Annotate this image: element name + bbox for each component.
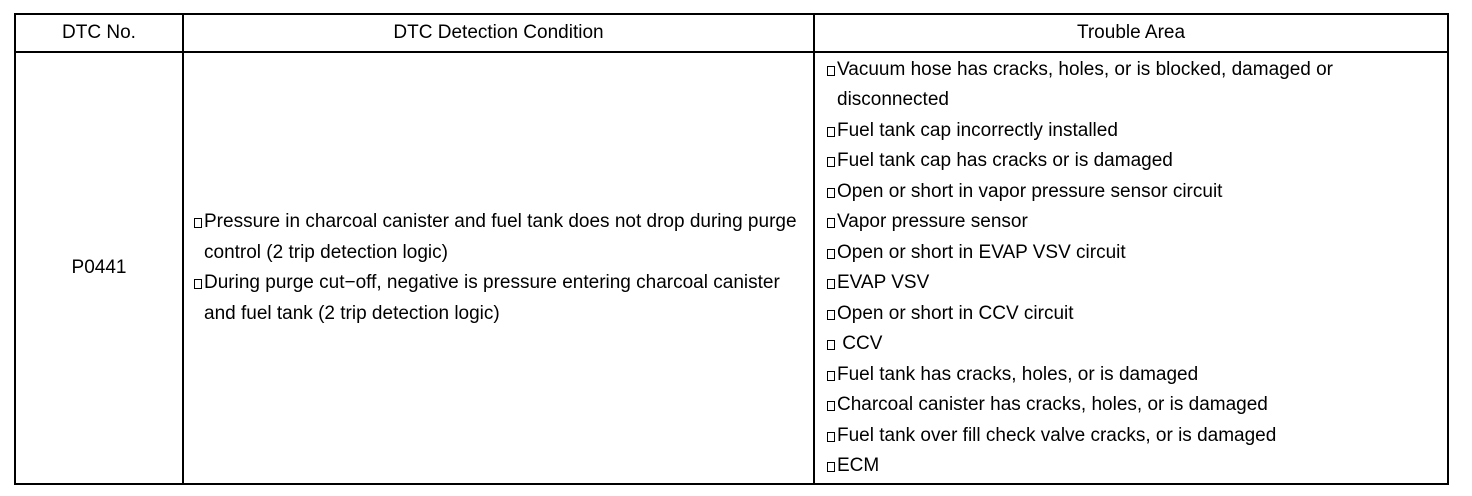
trouble-area-text: CCV <box>837 333 883 354</box>
list-item <box>827 177 1437 208</box>
trouble-area-text: EVAP VSV <box>837 272 930 293</box>
checkbox-bullet-icon <box>827 249 835 259</box>
checkbox-bullet-icon <box>827 310 835 320</box>
trouble-area-text: Vapor pressure sensor <box>837 211 1028 232</box>
trouble-area-text: Vacuum hose has cracks, holes, or is blocked, damaged or disconnected <box>837 58 1334 110</box>
trouble-area-text: ECM <box>837 455 880 476</box>
list-item <box>827 268 1437 299</box>
detection-condition-cell <box>183 52 814 484</box>
list-item <box>827 451 1437 482</box>
list-item <box>827 421 1437 452</box>
checkbox-bullet-icon <box>827 218 835 228</box>
trouble-area-text: Fuel tank has cracks, holes, or is damaged <box>837 363 1199 385</box>
table-row <box>15 52 1448 484</box>
trouble-area-text: Open or short in EVAP VSV circuit <box>837 241 1126 263</box>
trouble-area-cell <box>814 52 1448 484</box>
checkbox-bullet-icon <box>827 340 835 350</box>
header-row <box>15 14 1448 52</box>
checkbox-bullet-icon <box>827 462 835 472</box>
list-item <box>194 268 803 329</box>
header-dtc-no: DTC No. <box>15 14 183 52</box>
trouble-area-text: Open or short in CCV circuit <box>837 302 1074 324</box>
checkbox-bullet-icon <box>827 371 835 381</box>
list-item <box>827 116 1437 147</box>
trouble-area-text: Open or short in vapor pressure sensor circuit <box>837 180 1223 202</box>
list-item <box>827 207 1437 238</box>
dtc-table <box>14 13 1449 485</box>
trouble-area-text: Fuel tank cap incorrectly installed <box>837 119 1118 141</box>
checkbox-bullet-icon <box>827 188 835 198</box>
trouble-area-list <box>827 55 1437 482</box>
checkbox-bullet-icon <box>194 218 202 228</box>
list-item <box>827 390 1437 421</box>
list-item <box>194 207 803 268</box>
checkbox-bullet-icon <box>827 127 835 137</box>
condition-text: During purge cut−off, negative is pressure entering charcoal canister and fuel tank (2 trip detection logic) <box>204 272 780 324</box>
trouble-area-text: Charcoal canister has cracks, holes, or is damaged <box>837 394 1268 415</box>
dtc-number: P0441 <box>15 52 183 484</box>
header-trouble-area: Trouble Area <box>814 14 1448 52</box>
checkbox-bullet-icon <box>827 66 835 76</box>
checkbox-bullet-icon <box>194 279 202 289</box>
header-detection-condition: DTC Detection Condition <box>183 14 814 52</box>
list-item <box>827 238 1437 269</box>
checkbox-bullet-icon <box>827 432 835 442</box>
condition-list <box>194 207 803 329</box>
trouble-area-text: Fuel tank cap has cracks or is damaged <box>837 150 1173 171</box>
list-item <box>827 360 1437 391</box>
list-item <box>827 146 1437 177</box>
list-item <box>827 329 1437 360</box>
checkbox-bullet-icon <box>827 279 835 289</box>
list-item <box>827 299 1437 330</box>
checkbox-bullet-icon <box>827 401 835 411</box>
condition-text: Pressure in charcoal canister and fuel tank does not drop during purge control (2 trip detection logic) <box>204 211 797 263</box>
checkbox-bullet-icon <box>827 157 835 167</box>
trouble-area-text: Fuel tank over fill check valve cracks, or is damaged <box>837 424 1277 446</box>
list-item <box>827 55 1437 116</box>
